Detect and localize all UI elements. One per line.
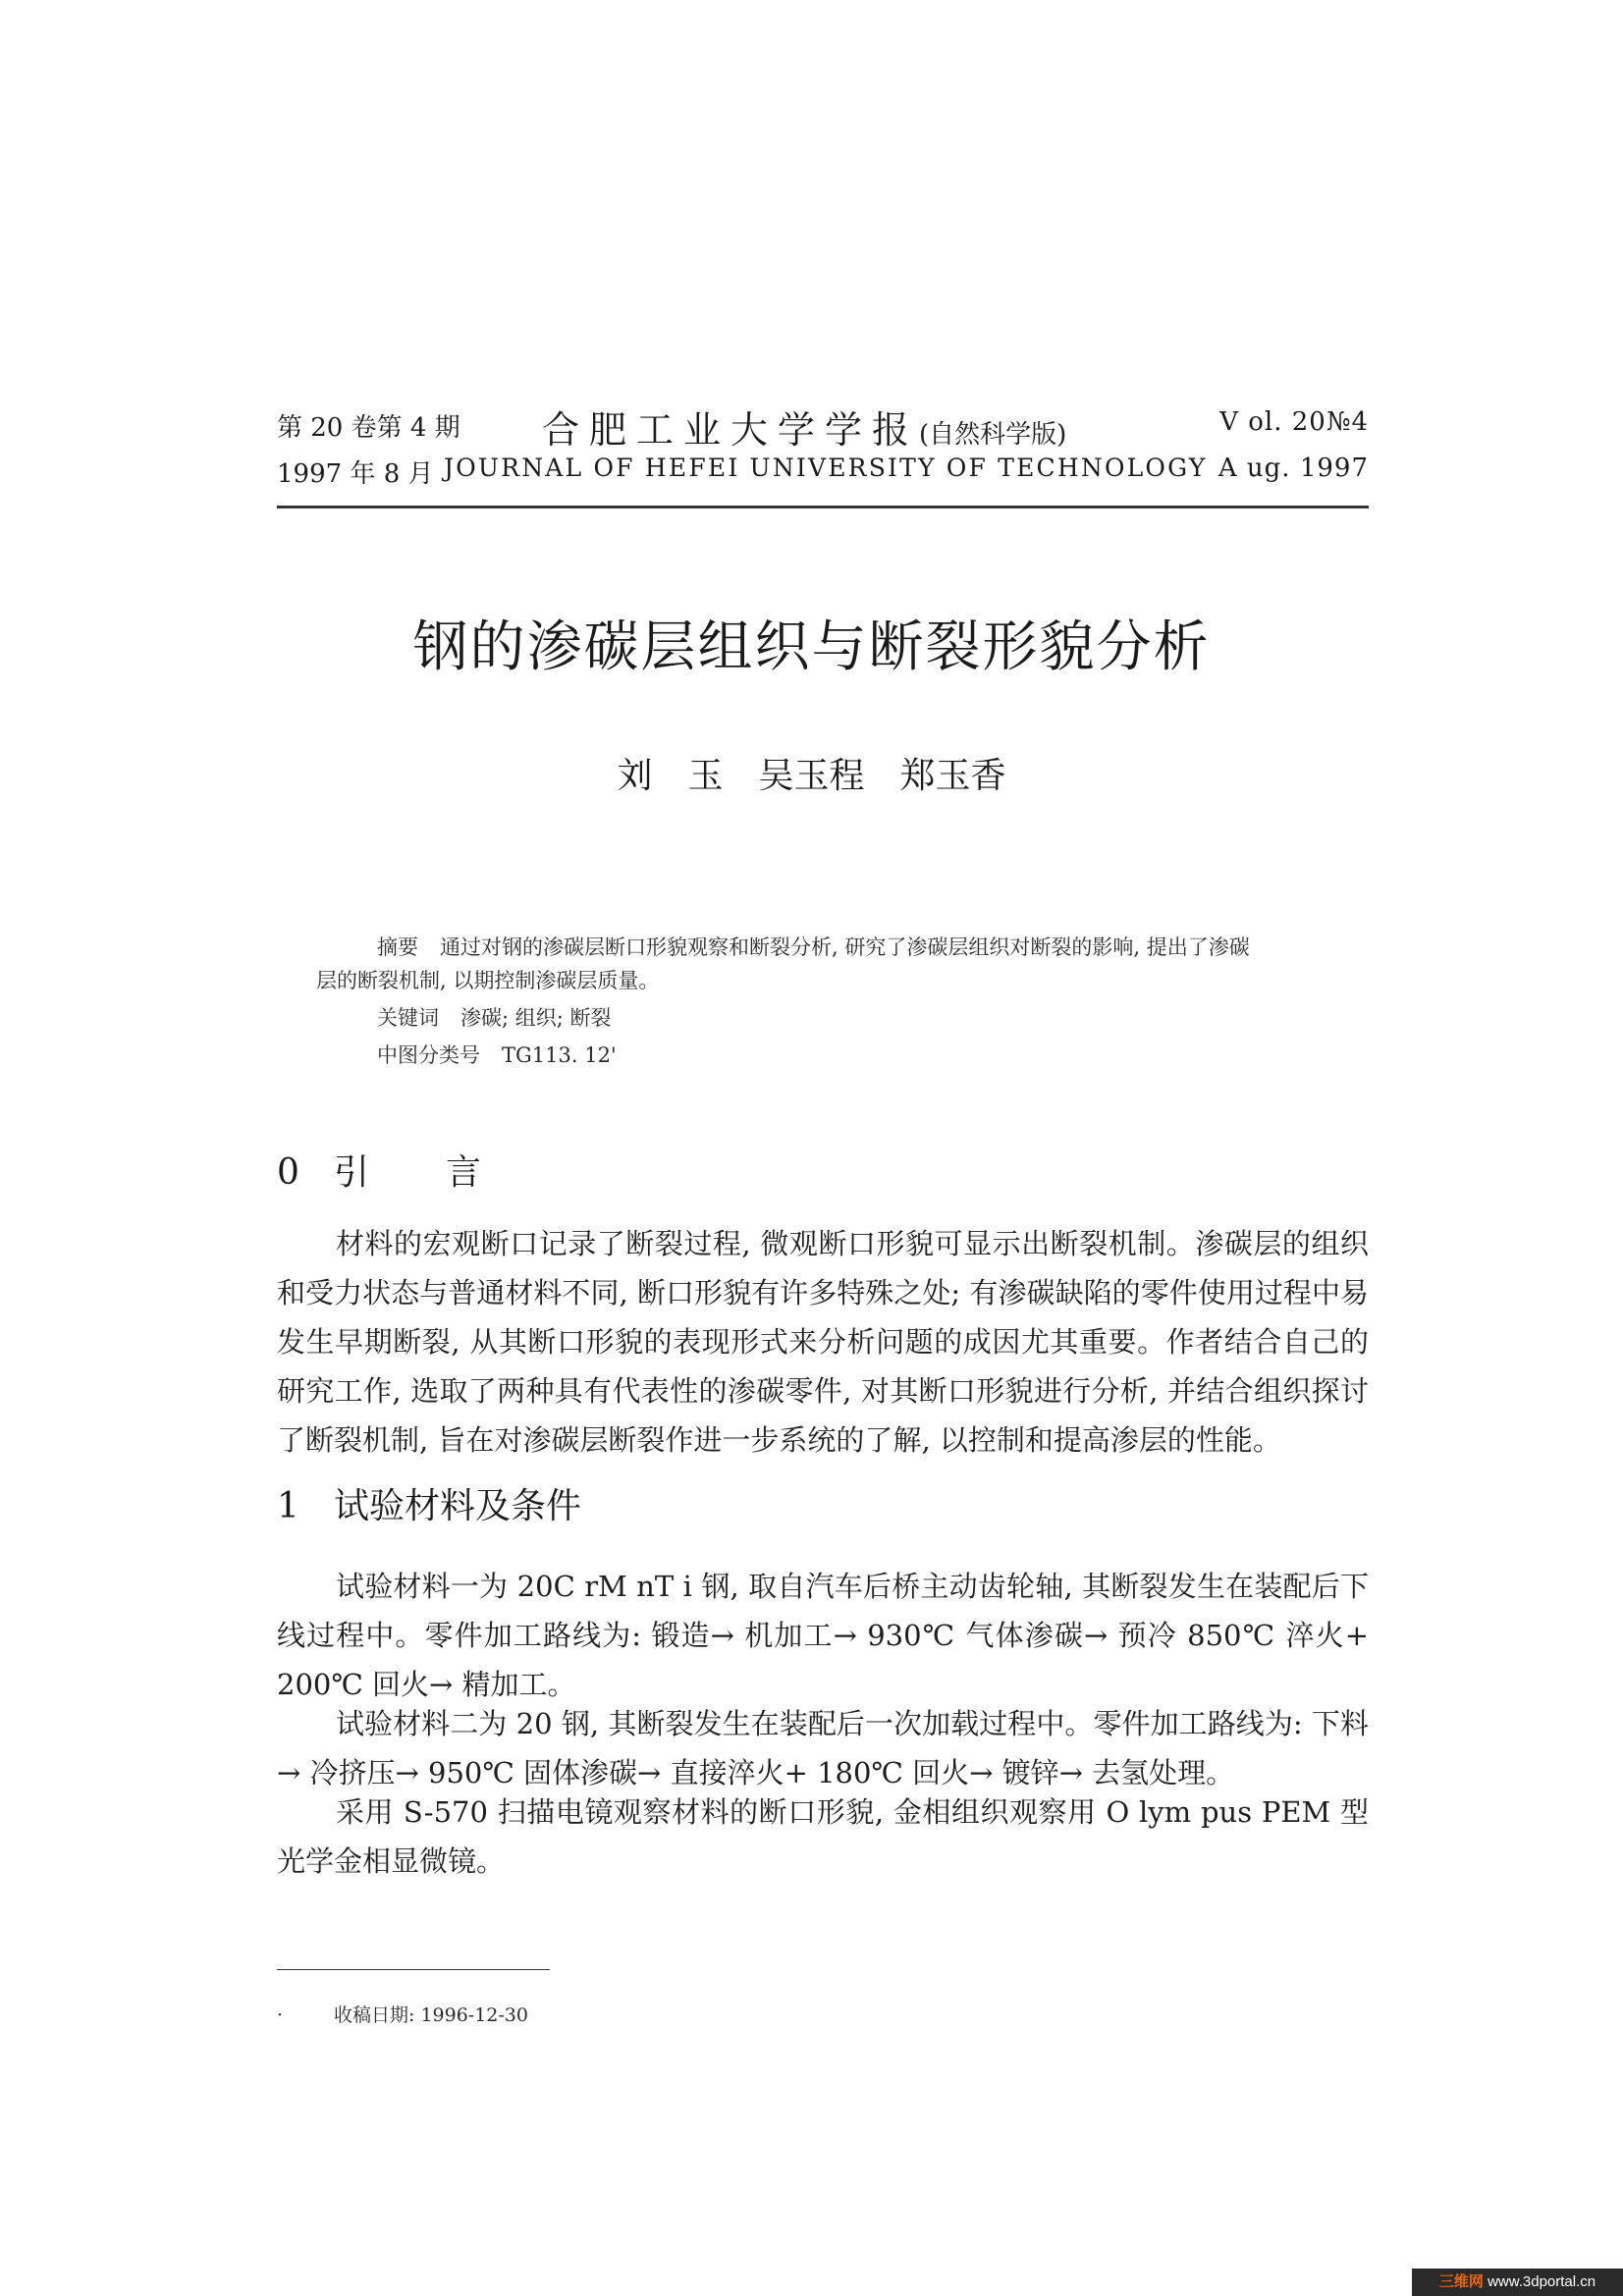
footnote-mark: · — [277, 2004, 284, 2026]
paragraph-equipment: 采用 S-570 扫描电镜观察材料的断口形貌, 金相组织观察用 O lym pus PEM 型光学金相显微镜。 — [277, 1795, 1369, 1878]
keywords-line — [316, 1001, 1308, 1035]
keywords-label: 关键词 — [377, 1006, 439, 1030]
clc-number: TG113. 12' — [502, 1043, 617, 1067]
section-number: 0 — [277, 1152, 299, 1193]
abstract-text-line-1: 通过对钢的渗碳层断口形貌观察和断裂分析, 研究了渗碳层组织对断裂的影响, 提出了渗碳 — [440, 935, 1250, 959]
journal-edition-cn: (自然科学版) — [919, 420, 1067, 450]
keywords: 渗碳; 组织; 断裂 — [460, 1006, 612, 1030]
received-date: 收稿日期: 1996-12-30 — [334, 2004, 528, 2026]
section-number: 1 — [277, 1486, 299, 1526]
section-title: 引言 — [334, 1152, 559, 1193]
publication-date-en: A ug. 1997 — [1217, 454, 1369, 483]
footnote — [277, 2001, 528, 2027]
site-watermark — [1412, 2269, 1623, 2296]
journal-header-row-2 — [277, 454, 1369, 493]
abstract — [316, 931, 1308, 964]
journal-header-row-1 — [277, 407, 1369, 452]
section-heading-0 — [277, 1145, 558, 1195]
header-divider — [277, 506, 1369, 508]
paper-title: 钢的渗碳层组织与断裂形貌分析 — [412, 615, 1211, 679]
abstract-text-line-2: 层的断裂机制, 以期控制渗碳层质量。 — [316, 969, 660, 992]
watermark-url: www.3dportal.cn — [1488, 2273, 1596, 2290]
abstract-continuation — [316, 964, 1308, 997]
clc-line — [316, 1039, 1308, 1072]
volume-issue-cn: 第 20 卷第 4 期 — [277, 413, 460, 443]
paragraph-material-1: 试验材料一为 20C rM nT i 钢, 取自汽车后桥主动齿轮轴, 其断裂发生在装配后下线过程中。零件加工路线为: 锻造→ 机加工→ 930℃ 气体渗碳→ 预冷 850℃ 淬火+ 200℃ 回火→ 精加工。 — [277, 1570, 1369, 1701]
journal-name-cn-text: 合肥工业大学学报 — [542, 408, 920, 452]
paragraph-material-2: 试验材料二为 20 钢, 其断裂发生在装配后一次加载过程中。零件加工路线为: 下料→ 冷挤压→ 950℃ 固体渗碳→ 直接淬火+ 180℃ 回火→ 镀锌→ 去氢处理。 — [277, 1707, 1369, 1789]
abstract-label: 摘要 — [377, 935, 418, 959]
section-heading-1 — [277, 1478, 581, 1528]
journal-name-en: JOURNAL OF HEFEI UNIVERSITY OF TECHNOLOGY — [444, 454, 1208, 482]
footnote-divider — [277, 1969, 550, 1970]
publication-date-cn: 1997 年 8 月 — [277, 459, 434, 489]
volume-issue-en: V ol. 20№4 — [1219, 407, 1369, 437]
section-title: 试验材料及条件 — [334, 1486, 582, 1526]
paper-authors: 刘 玉 吴玉程 郑玉香 — [617, 756, 1006, 796]
watermark-cn: 三维网 — [1438, 2273, 1484, 2290]
paragraph-intro: 材料的宏观断口记录了断裂过程, 微观断口形貌可显示出断裂机制。渗碳层的组织和受力状态与普通材料不同, 断口形貌有许多特殊之处; 有渗碳缺陷的零件使用过程中易发生早期断裂, 从其断口形貌的表现形式来分析问题的成因尤其重要。作者结合自己的研究工作, 选取了两种具有代表性的渗碳零件, 对其断口形貌进行分析, 并结合组织探讨了断裂机制, 旨在对渗碳层断裂作进一步系统的了解, 以控制和提高渗层的性能。 — [277, 1227, 1369, 1457]
journal-name-cn — [542, 400, 1066, 454]
clc-label: 中图分类号 — [377, 1043, 480, 1067]
